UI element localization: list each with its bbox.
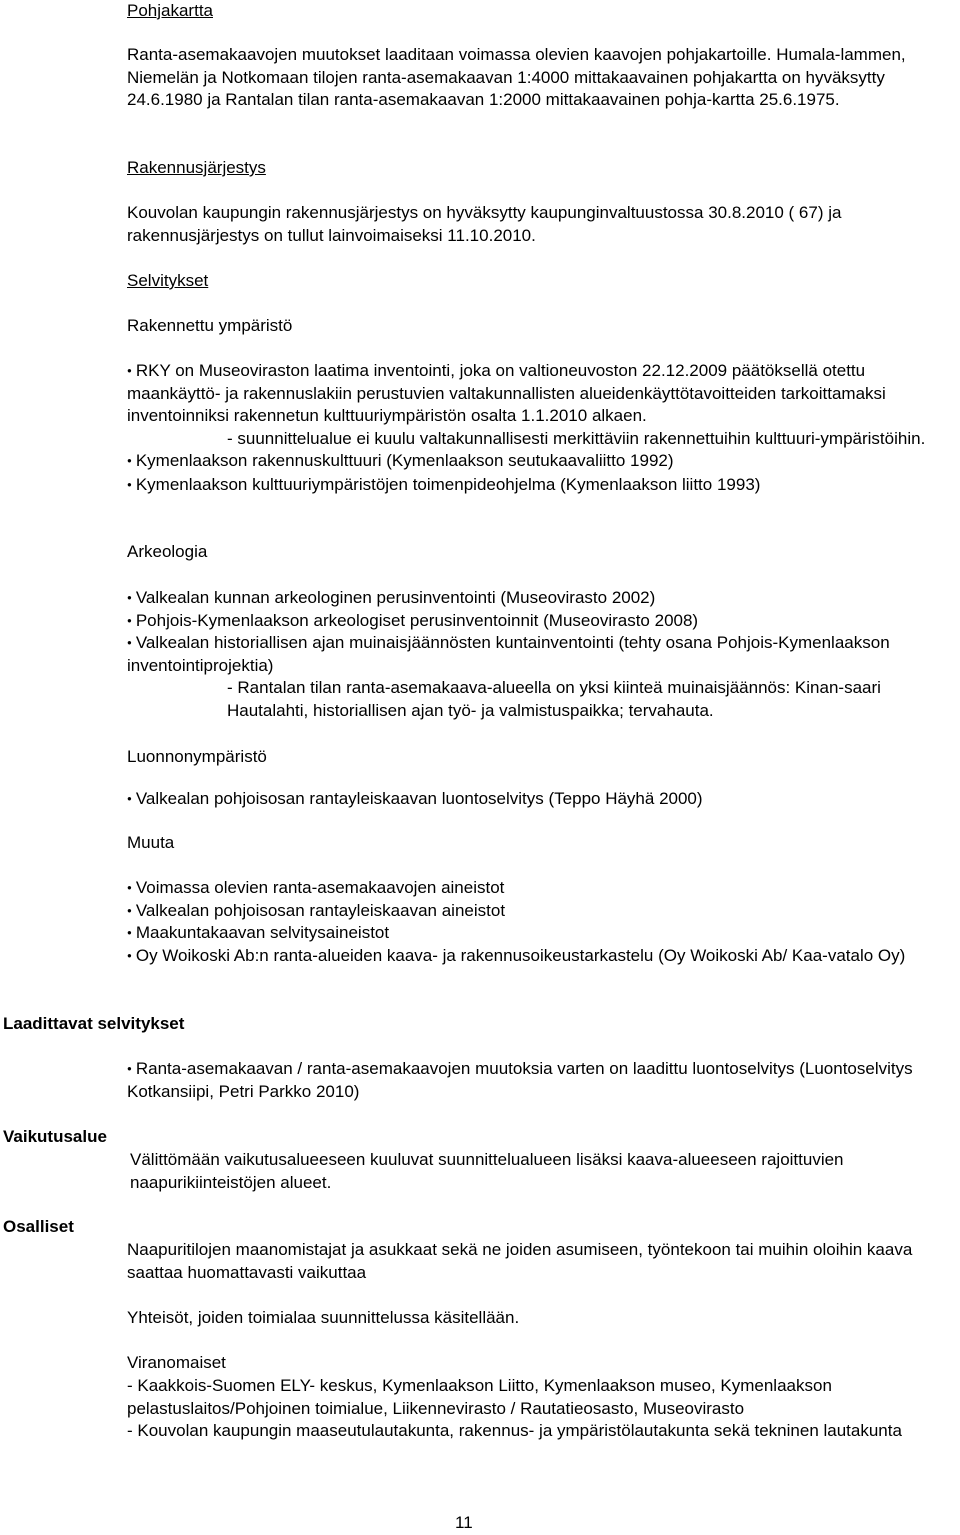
laadittavat-list [127, 1058, 942, 1103]
list-item: ● Ranta-asemakaavan / ranta-asemakaavojen muutoksia varten on laadittu luontoselvitys (Luontoselvitys Kotkansiipi, Petri Parkko 2010) [127, 1058, 942, 1103]
viranomaiset-heading: Viranomaiset [127, 1353, 226, 1372]
selvitykset-heading: Selvitykset [127, 271, 209, 290]
list-item-note: - Rantalan tilan ranta-asemakaava-alueella on yksi kiinteä muinaisjäännös: Kinan-saari Hautalahti, historiallisen ajan työ- ja valmistuspaikka; tervahauta. [227, 678, 881, 720]
laadittavat-label: Laadittavat selvitykset [3, 1014, 185, 1033]
osalliset-p1: Naapuritilojen maanomistajat ja asukkaat sekä ne joiden asumiseen, työntekoon tai muihin oloihin kaava saattaa huomattavasti vaikuttaa [127, 1240, 913, 1282]
list-item: ● Kymenlaakson rakennuskulttuuri (Kymenlaakson seutukaavaliitto 1992) [127, 450, 942, 473]
viranomaiset-item: - Kaakkois-Suomen ELY- keskus, Kymenlaakson Liitto, Kymenlaakson museo, Kymenlaakson pelastuslaitos/Pohjoinen toimialue, Liikennevirasto / Rautatieosasto, Museovirasto [127, 1376, 832, 1418]
pohjakartta-heading: Pohjakartta [127, 1, 213, 20]
list-item: ● Pohjois-Kymenlaakson arkeologiset perusinventoinnit (Museovirasto 2008) [127, 610, 942, 633]
list-item: ● Valkealan pohjoisosan rantayleiskaavan luontoselvitys (Teppo Häyhä 2000) [127, 788, 942, 811]
luonto-list [127, 788, 942, 811]
rakennettu-list [127, 360, 942, 496]
osalliset-p2: Yhteisöt, joiden toimialaa suunnittelussa käsitellään. [127, 1308, 520, 1327]
osalliset-label: Osalliset [3, 1217, 74, 1236]
list-item: ● Kymenlaakson kulttuuriympäristöjen toimenpideohjelma (Kymenlaakson liitto 1993) [127, 474, 942, 497]
list-item: ● Voimassa olevien ranta-asemakaavojen aineistot [127, 877, 942, 900]
list-item-note: - suunnittelualue ei kuulu valtakunnallisesti merkittäviin rakennettuihin kulttuuri-ympäristöihin. [227, 428, 926, 448]
list-item: ● RKY on Museoviraston laatima inventointi, joka on valtioneuvoston 22.12.2009 päätöksellä otettu maankäyttö- ja rakennuslakiin perustuvien valtakunnallisten alueidenkäyttötavoitteiden tarkoittamaksi inventoinniksi rakennetun kulttuuriympäristön osalta 1.1.2010 alkaen. [127, 360, 942, 428]
rakennusjarjestys-heading: Rakennusjärjestys [127, 158, 266, 177]
arkeologia-heading: Arkeologia [127, 542, 208, 561]
rakennusjarjestys-text: Kouvolan kaupungin rakennusjärjestys on hyväksytty kaupunginvaltuustossa 30.8.2010 ( 67) ja rakennusjärjestys on tullut lainvoimaiseksi 11.10.2010. [127, 203, 842, 245]
list-item: ● Valkealan historiallisen ajan muinaisjäännösten kuntainventointi (tehty osana Pohjois-Kymenlaakson inventointiprojektia) [127, 632, 942, 677]
viranomaiset-item: - Kouvolan kaupungin maaseutulautakunta, rakennus- ja ympäristölautakunta sekä tekninen lautakunta [127, 1421, 902, 1440]
pohjakartta-text: Ranta-asemakaavojen muutokset laaditaan voimassa olevien kaavojen pohjakartoille. Humala-lammen, Niemelän ja Notkomaan tilojen ranta-asemakaavan 1:4000 mittakaavainen pohjakartta on hyväksytty 24.6.1980 ja Rantalan tilan ranta-asemakaavan 1:2000 mittakaavainen pohja-kartta 25.6.1975. [127, 45, 906, 109]
page-number: 11 [455, 1513, 473, 1532]
list-item: ● Oy Woikoski Ab:n ranta-alueiden kaava- ja rakennusoikeustarkastelu (Oy Woikoski Ab/ Kaa-vatalo Oy) [127, 945, 942, 968]
vaikutusalue-label: Vaikutusalue [3, 1127, 107, 1146]
luonto-heading: Luonnonympäristö [127, 747, 267, 766]
list-item: ● Maakuntakaavan selvitysaineistot [127, 922, 942, 945]
viranomaiset-list [127, 1375, 942, 1443]
muuta-list [127, 877, 942, 967]
list-item: ● Valkealan kunnan arkeologinen perusinventointi (Museovirasto 2002) [127, 587, 942, 610]
list-item: ● Valkealan pohjoisosan rantayleiskaavan aineistot [127, 900, 942, 923]
vaikutusalue-text: Välittömään vaikutusalueeseen kuuluvat suunnittelualueen lisäksi kaava-alueeseen rajoittuvien naapurikiinteistöjen alueet. [130, 1150, 844, 1192]
arkeologia-list [127, 587, 942, 722]
muuta-heading: Muuta [127, 833, 175, 852]
rakennettu-heading: Rakennettu ympäristö [127, 316, 293, 335]
